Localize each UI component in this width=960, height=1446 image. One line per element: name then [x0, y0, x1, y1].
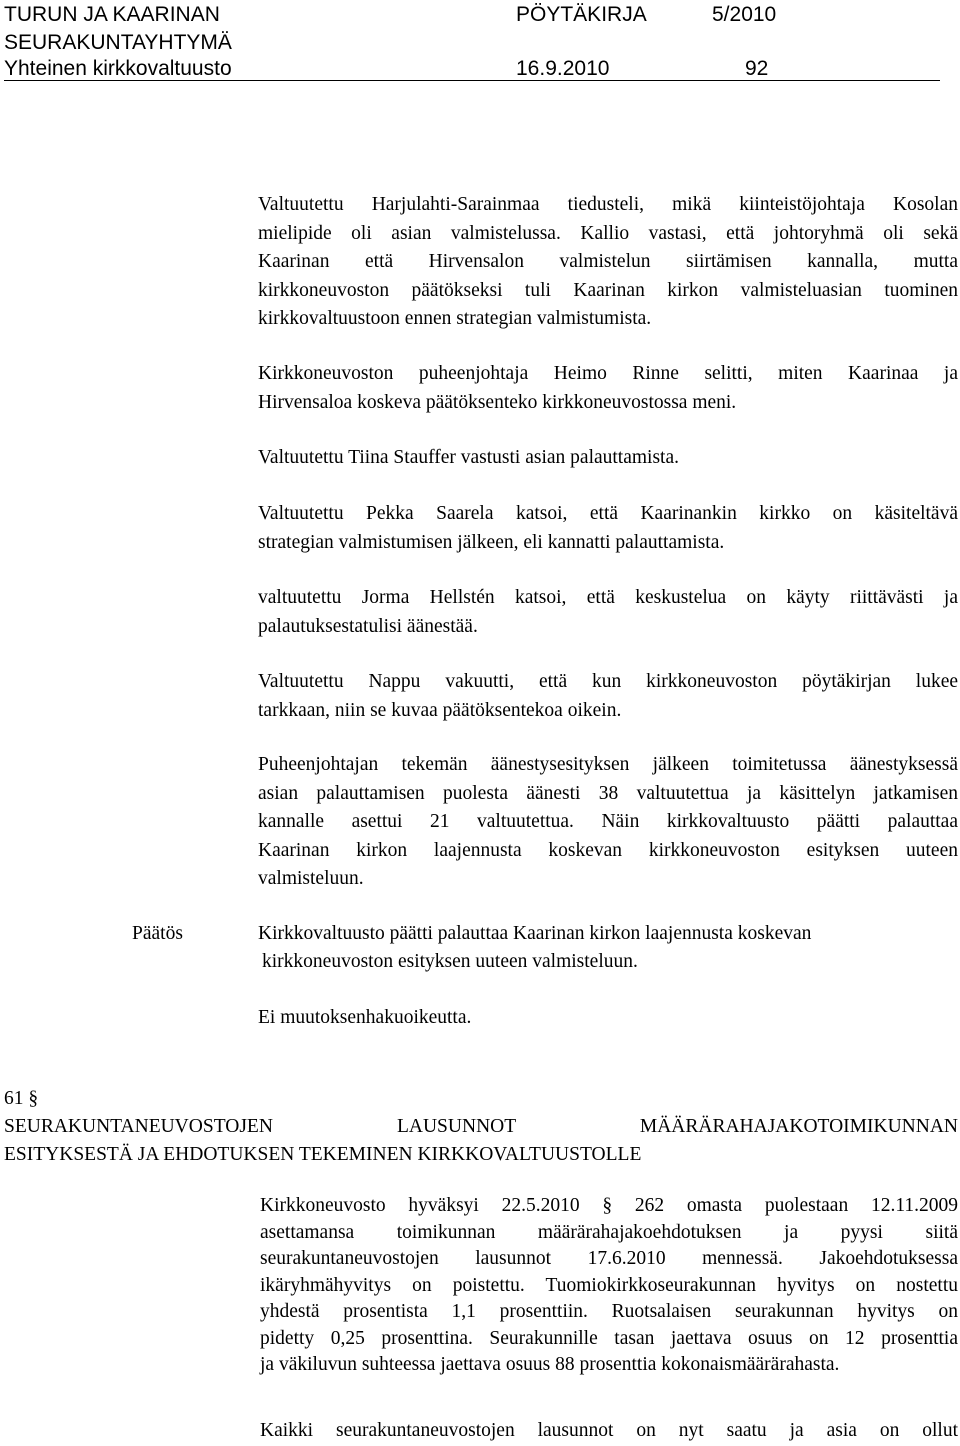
- header-org-line1: TURUN JA KAARINAN: [4, 3, 220, 26]
- header-rule: [4, 80, 940, 81]
- paragraph-line: tarkkaan, niin se kuvaa päätöksentekoa oikein.: [258, 699, 622, 721]
- paragraph-line: Valtuutettu Pekka Saarela katsoi, että Kaarinankin kirkko on käsiteltävä: [258, 503, 958, 524]
- paragraph-line: Kaarinan kirkon laajennusta koskevan kirkkoneuvoston esityksen uuteen: [258, 839, 958, 861]
- paragraph: [258, 444, 958, 473]
- paragraph-line: kannalle asettui 21 valtuutettua. Näin kirkkovaltuusto päätti palauttaa: [258, 811, 958, 832]
- section-body: [260, 1193, 958, 1379]
- paragraph-line: Hirvensaloa koskeva päätöksenteko kirkkoneuvostossa meni.: [258, 391, 737, 413]
- section-body-line: Kaikki seurakuntaneuvostojen lausunnot on nyt saatu ja asia on ollut: [260, 1420, 958, 1441]
- paragraph-line: kirkkoneuvoston päätökseksi tuli Kaarinan kirkon valmisteluasian tuominen: [258, 279, 958, 301]
- header-doc-number: 5/2010: [712, 3, 777, 26]
- section-body-line: ja väkiluvun suhteessa jaettava osuus 88 prosenttia kokonaismäärärahasta.: [260, 1354, 840, 1375]
- paragraph: [258, 751, 958, 894]
- paragraph: [258, 500, 958, 557]
- section-body-line: ikäryhmähyvitys on poistettu. Tuomiokirkkoseurakunnan hyvitys on nostettu: [260, 1274, 958, 1296]
- no-appeal-note: Ei muutoksenhakuoikeutta.: [258, 1007, 472, 1028]
- paragraph-line: Valtuutettu Harjulahti-Sarainmaa tiedusteli, mikä kiinteistöjohtaja Kosolan: [258, 194, 958, 215]
- section-title: [4, 1113, 958, 1169]
- section-number: 61 §: [4, 1088, 39, 1109]
- paragraph: [258, 584, 958, 641]
- header-date: 16.9.2010: [516, 57, 610, 80]
- section-body-line: pidetty 0,25 prosenttina. Seurakunnille tasan jaettava osuus on 12 prosenttia: [260, 1327, 958, 1349]
- section-title-line: ESITYKSESTÄ JA EHDOTUKSEN TEKEMINEN KIRKKOVALTUUSTOLLE: [4, 1144, 642, 1165]
- paragraph-line: Valtuutettu Nappu vakuutti, että kun kirkkoneuvoston pöytäkirjan lukee: [258, 671, 958, 692]
- paragraph-line: Kaarinan että Hirvensalon valmistelun siirtämisen kannalla, mutta: [258, 251, 958, 272]
- paragraph-line: valmisteluun.: [258, 868, 364, 889]
- section-title-line: SEURAKUNTANEUVOSTOJEN LAUSUNNOT MÄÄRÄRAHAJAKOTOIMIKUNNAN: [4, 1116, 958, 1137]
- paragraph: [258, 191, 958, 334]
- section-body-line: yhdestä prosentista 1,1 prosenttiin. Ruotsalaisen seurakunnan hyvitys on: [260, 1301, 958, 1322]
- paragraph-line: palautuksestatulisi äänestää.: [258, 615, 478, 637]
- decision-line: Kirkkovaltuusto päätti palauttaa Kaarinan kirkon laajennusta koskevan: [258, 923, 812, 944]
- paragraph-line: kirkkovaltuustoon ennen strategian valmistumista.: [258, 308, 652, 329]
- header-doc-type: PÖYTÄKIRJA: [516, 3, 647, 26]
- section-body-continued: [260, 1418, 958, 1445]
- paragraph: [258, 360, 958, 417]
- decision-line: kirkkoneuvoston esityksen uuteen valmisteluun.: [262, 951, 638, 972]
- decision-label: Päätös: [132, 923, 183, 944]
- paragraph-line: asian palauttamisen puolesta äänesti 38 valtuutettua ja käsittelyn jatkamisen: [258, 782, 958, 804]
- section-body-line: Kirkkoneuvosto hyväksyi 22.5.2010 § 262 omasta puolestaan 12.11.2009: [260, 1195, 958, 1216]
- paragraph-line: Valtuutettu Tiina Stauffer vastusti asian palauttamista.: [258, 447, 680, 468]
- paragraph: [258, 668, 958, 725]
- header-body-name: Yhteinen kirkkovaltuusto: [4, 57, 232, 80]
- header-page-number: 92: [745, 57, 769, 80]
- section-body-line: asettamansa toimikunnan määrärahajakoehdotuksen ja pyysi siitä: [260, 1221, 958, 1243]
- header-org-line2: SEURAKUNTAYHTYMÄ: [4, 31, 232, 54]
- paragraph-line: Kirkkoneuvoston puheenjohtaja Heimo Rinne selitti, miten Kaarinaa ja: [258, 363, 958, 384]
- paragraph-line: Puheenjohtajan tekemän äänestysesityksen jälkeen toimitetussa äänestyksessä: [258, 754, 958, 775]
- paragraph-line: mielipide oli asian valmistelussa. Kallio vastasi, että johtoryhmä oli sekä: [258, 222, 958, 244]
- paragraph-line: strategian valmistumisen jälkeen, eli kannatti palauttamista.: [258, 531, 725, 553]
- section-body-line: seurakuntaneuvostojen lausunnot 17.6.2010 mennessä. Jakoehdotuksessa: [260, 1248, 958, 1269]
- paragraph-line: valtuutettu Jorma Hellstén katsoi, että keskustelua on käyty riittävästi ja: [258, 587, 958, 608]
